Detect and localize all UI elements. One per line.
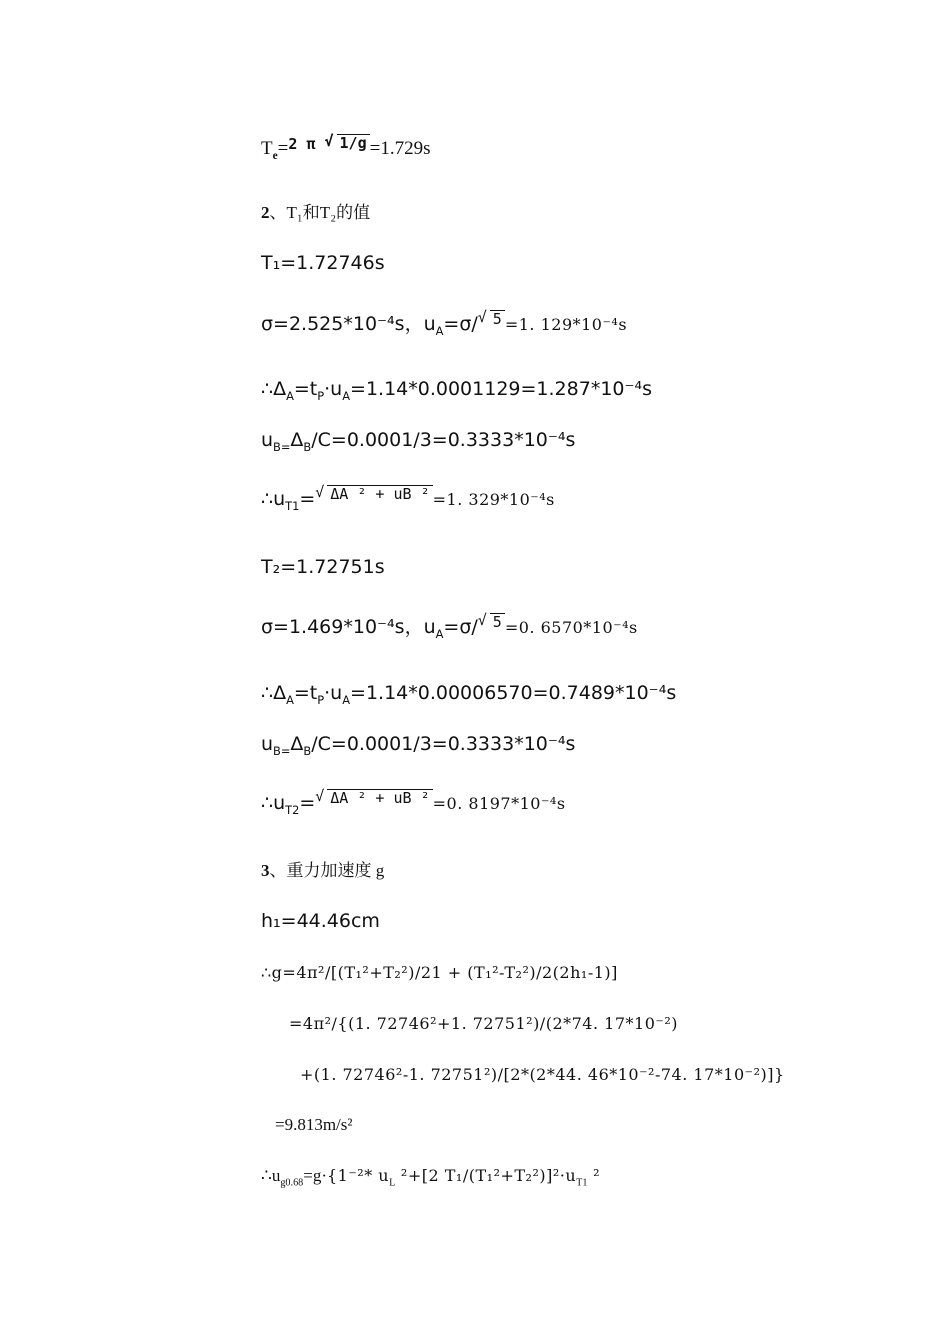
t1-delta-rest: =1.14*0.0001129=1.287*10⁻⁴s xyxy=(350,378,653,400)
t2-value-line: T₂=1.72751s xyxy=(261,556,385,578)
t1-delta-sub-a2: A xyxy=(342,388,351,403)
t2-ut-pre: ∴u xyxy=(261,792,286,814)
t1-sqrt-five xyxy=(478,307,505,331)
t2-ub-line xyxy=(261,732,575,756)
t1-delta-mid: =t xyxy=(293,378,318,400)
t1-ut-pre: ∴u xyxy=(261,488,286,510)
t2-ut-root-content: ΔA ² + uB ² xyxy=(327,789,432,807)
t2-ut-sub: T2 xyxy=(285,802,300,817)
t2-ub-mid: Δ xyxy=(290,733,304,755)
t2-sigma-mid: =σ/ xyxy=(443,616,478,638)
te-subscript: e xyxy=(272,149,278,162)
t1-sigma-text: σ=2.525*10⁻⁴s，u xyxy=(261,313,436,335)
t1-ub-sub2: B xyxy=(303,439,312,454)
t2-delta-mid: =t xyxy=(293,682,318,704)
t2-sigma-line xyxy=(261,610,638,640)
t2-delta-mid2: ·u xyxy=(324,682,343,704)
t1-delta-sub-p: P xyxy=(317,388,325,403)
t1-ut-result: =1. 329*10⁻⁴s xyxy=(432,490,555,509)
te-root-content: 1/g xyxy=(337,134,370,152)
te-symbol: T xyxy=(261,138,273,159)
radical-sign: √ xyxy=(477,611,487,629)
section-3-heading xyxy=(261,859,384,883)
te-result: =1.729s xyxy=(369,138,431,159)
t1-delta-sub-a: A xyxy=(286,388,294,403)
t2-ut-square-root xyxy=(315,786,432,810)
t1-delta-line xyxy=(261,377,652,401)
t1-ub-pre: u xyxy=(261,429,274,451)
t2-ut-eq: = xyxy=(299,792,316,814)
t1-ub-mid: Δ xyxy=(290,429,304,451)
t1-delta-mid2: ·u xyxy=(324,378,343,400)
te-equals: = xyxy=(277,138,289,159)
t1-ua-subscript: A xyxy=(435,323,444,338)
ug-formula-line xyxy=(261,1164,600,1188)
section-2-number: 2 xyxy=(261,203,270,222)
t2-delta-rest: =1.14*0.00006570=0.7489*10⁻⁴s xyxy=(350,682,677,704)
t1-ut-square-root xyxy=(315,482,432,506)
t2-sqrt-content: 5 xyxy=(490,613,505,631)
g-formula-line-2: =4π²/{(1. 72746²+1. 72751²)/(2*74. 17*10⁻²) xyxy=(289,1014,678,1033)
t1-ut-line xyxy=(261,482,555,512)
te-formula-line xyxy=(261,131,430,161)
g-formula-line-1: ∴g=4π²/[(T₁²+T₂²)/21 + (T₁²-T₂²)/2(2h₁-1)] xyxy=(261,963,618,982)
te-square-root xyxy=(325,131,370,155)
t1-delta-pre: ∴Δ xyxy=(261,378,287,400)
ug-rest: {1⁻²* u xyxy=(327,1166,390,1185)
t2-ub-pre: u xyxy=(261,733,274,755)
t2-sigma-text: σ=1.469*10⁻⁴s，u xyxy=(261,616,436,638)
g-formula-line-3: +(1. 72746²-1. 72751²)/[2*(2*44. 46*10⁻²-74. 17*10⁻²)]} xyxy=(300,1065,785,1084)
t1-ut-sub: T1 xyxy=(285,498,300,513)
section-2-heading xyxy=(261,201,370,225)
t2-ub-rest: /C=0.0001/3=0.3333*10⁻⁴s xyxy=(311,733,576,755)
t2-ua-subscript: A xyxy=(435,626,444,641)
t2-ut-line xyxy=(261,786,566,816)
h1-value-line: h₁=44.46cm xyxy=(261,910,380,932)
t2-ut-result: =0. 8197*10⁻⁴s xyxy=(432,794,566,813)
t1-ub-line xyxy=(261,428,575,452)
ug-sub-t1: T1 xyxy=(576,1177,588,1189)
t2-ub-sub2: B xyxy=(303,743,312,758)
t2-delta-line xyxy=(261,681,676,705)
section-3-number: 3 xyxy=(261,861,270,880)
ug-tail: ² xyxy=(587,1166,600,1185)
t1-sqrt-content: 5 xyxy=(490,310,505,328)
t1-ua-result: =1. 129*10⁻⁴s xyxy=(504,315,628,334)
t2-delta-pre: ∴Δ xyxy=(261,682,287,704)
radical-sign: √ xyxy=(315,483,325,501)
t1-sigma-line xyxy=(261,307,627,337)
t1-ub-rest: /C=0.0001/3=0.3333*10⁻⁴s xyxy=(311,429,576,451)
t2-delta-sub-a: A xyxy=(286,692,294,707)
radical-sign: √ xyxy=(477,308,487,326)
ug-rest2: ²+[2 T₁/(T₁²+T₂²)]²·u xyxy=(395,1166,577,1185)
t2-sqrt-five xyxy=(478,610,505,634)
t1-ut-root-content: ΔA ² + uB ² xyxy=(327,485,432,503)
radical-sign: √ xyxy=(315,787,325,805)
t2-ub-sub: B= xyxy=(273,743,291,758)
t2-delta-sub-a2: A xyxy=(342,692,351,707)
g-result-line: =9.813m/s² xyxy=(275,1115,353,1134)
section-3-title: 、重力加速度 g xyxy=(269,861,385,880)
ug-mid: =g· xyxy=(303,1166,327,1185)
section-2-title: 、T₁和T₂的值 xyxy=(269,203,371,222)
t1-ut-eq: = xyxy=(299,488,316,510)
t1-ub-sub: B= xyxy=(273,439,291,454)
t1-sigma-mid: =σ/ xyxy=(443,313,478,335)
t2-delta-sub-p: P xyxy=(317,692,325,707)
ug-pre: ∴u xyxy=(261,1166,281,1185)
ug-sub: g0.68 xyxy=(280,1177,304,1189)
t2-ua-result: =0. 6570*10⁻⁴s xyxy=(504,618,638,637)
radical-sign: √ xyxy=(324,132,334,150)
t1-value-line: T₁=1.72746s xyxy=(261,252,385,274)
te-expression-prefix: 2 π xyxy=(288,135,325,153)
ug-sub-l: L xyxy=(389,1177,396,1189)
